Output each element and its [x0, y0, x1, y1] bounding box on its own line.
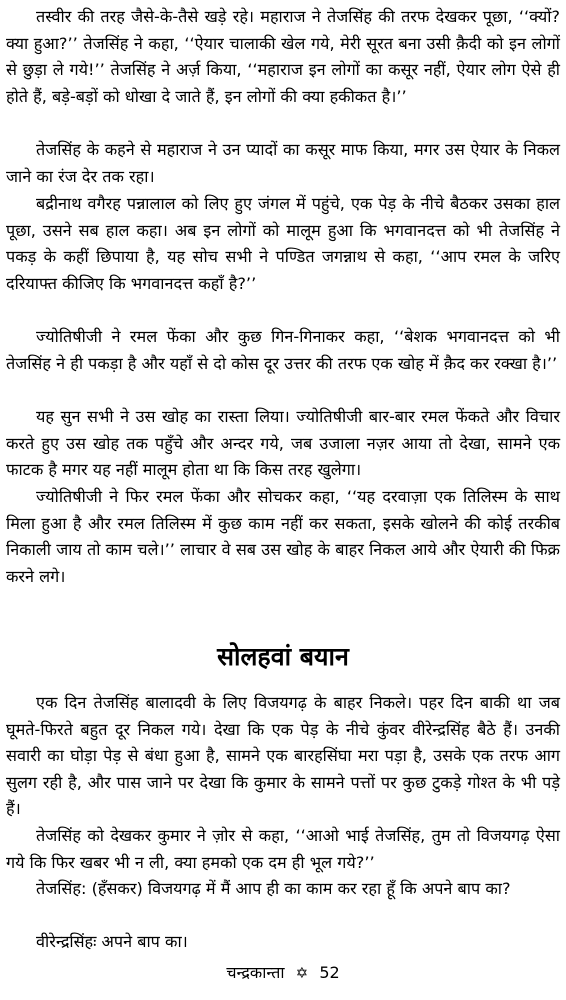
- star-icon: ✡: [295, 964, 309, 982]
- paragraph-1: तस्वीर की तरह जैसे-के-तैसे खड़े रहे। महाराज ने तेजसिंह की तरफ देखकर पूछा, ‘‘क्यों? क्या हुआ?’’ तेजसिंह ने कहा, ‘‘ऐयार चालाकी खेल गये, मेरी सूरत बना उसी क़ैदी को इन लोगों से छुड़ा ले गये!’’ तेजसिंह ने अर्ज़ किया, ‘‘महाराज इन लोगों का कसूर नहीं, ऐयार लोग ऐसे ही होते हैं, बड़े-बड़ों को धोखा दे जाते हैं, इन लोगों की क्या हकीकत है।’’: [6, 7, 560, 106]
- paragraph-7: एक दिन तेजसिंह बालादवी के लिए विजयगढ़ के बाहर निकले। पहर दिन बाकी था जब घूमते-फिरते बहुत दूर निकल गये। देखा कि एक पेड़ के नीचे कुंवर वीरेन्द्रसिंह बैठे हैं। उनकी सवारी का घोड़ा पेड़ से बंधा हुआ है, सामने एक बारहसिंघा मरा पड़ा है, उसके एक तरफ आग सुलग रही है, और पास जाने पर देखा कि कुमार के सामने पत्तों पर कुछ टुकड़े गोश्त के भी पड़े हैं।: [6, 693, 560, 819]
- page-number: 52: [319, 963, 340, 982]
- paragraph-4: ज्योतिषीजी ने रमल फेंका और कुछ गिन-गिनाकर कहा, ‘‘बेशक भगवानदत्त को भी तेजसिंह ने ही पकड़ा है और यहाँ से दो कोस दूर उत्तर की तरफ एक खोह में क़ैद कर रक्खा है।’’: [6, 327, 560, 373]
- paragraph-3: बद्रीनाथ वगैरह पन्नालाल को लिए हुए जंगल में पहुंचे, एक पेड़ के नीचे बैठकर उसका हाल पूछा, उसने सब हाल कहा। अब इन लोगों को मालूम हुआ कि भगवानदत्त को भी तेजसिंह ने पकड़ के कहीं छिपाया है, यह सोच सभी ने पण्डित जगन्नाथ से कहा, ‘‘आप रमल के जरिए दरियाफ्त कीजिए कि भगवानदत्त कहाँ है?’’: [6, 194, 560, 293]
- page-footer: [0, 962, 566, 984]
- paragraph-8: तेजसिंह को देखकर कुमार ने ज़ोर से कहा, ‘‘आओ भाई तेजसिंह, तुम तो विजयगढ़ ऐसा गये कि फिर खबर भी न ली, क्या हमको एक दम ही भूल गये?’’: [6, 826, 560, 872]
- chapter-heading: सोलहवां बयान: [217, 642, 349, 671]
- paragraph-9: तेजसिंह: (हँसकर) विजयगढ़ में मैं आप ही का काम कर रहा हूँ कि अपने बाप का?: [36, 879, 511, 898]
- paragraph-2: तेजसिंह के कहने से महाराज ने उन प्यादों का कसूर माफ किया, मगर उस ऐयार के निकल जाने का रंज देर तक रहा।: [6, 140, 560, 186]
- paragraph-10: वीरेन्द्रसिंहः अपने बाप का।: [36, 932, 188, 951]
- paragraph-6: ज्योतिषीजी ने फिर रमल फेंका और सोचकर कहा, ‘‘यह दरवाज़ा एक तिलिस्म के साथ मिला हुआ है और रमल तिलिस्म में कुछ काम नहीं कर सकता, इसके खोलने की कोई तरकीब निकाली जाय तो काम चले।’’ लाचार वे सब उस खोह के बाहर निकल आये और ऐयारी की फिक्र करने लगे।: [6, 487, 560, 586]
- book-title: चन्द्रकान्ता: [226, 963, 285, 982]
- paragraph-5: यह सुन सभी ने उस खोह का रास्ता लिया। ज्योतिषीजी बार-बार रमल फेंकते और विचार करते हुए उस खोह तक पहुँचे और अन्दर गये, जब उजाला नज़र आया तो देखा, सामने एक फाटक है मगर यह नहीं मालूम होता था कि किस तरह खुलेगा।: [6, 407, 560, 480]
